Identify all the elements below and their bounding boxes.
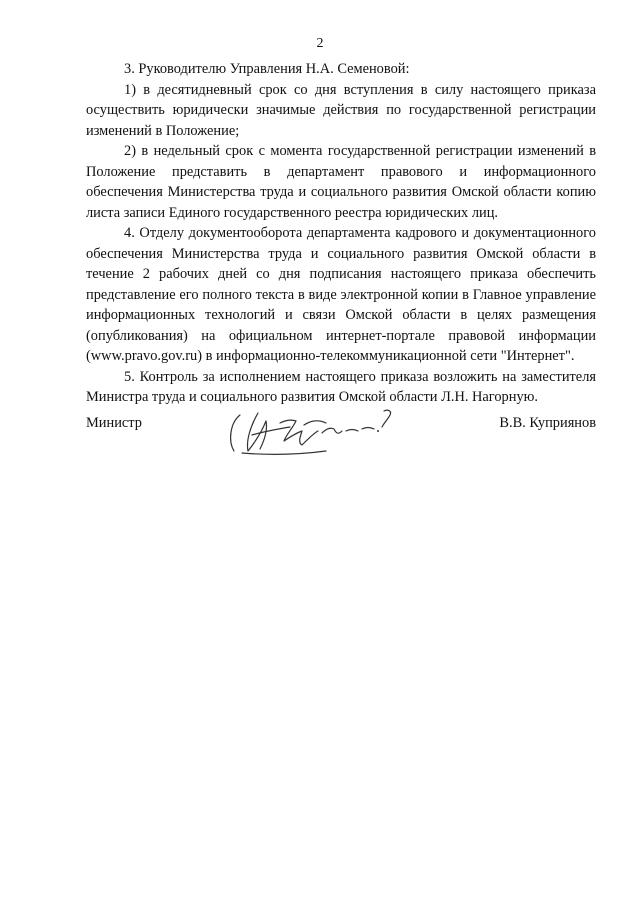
- signatory-name: В.В. Куприянов: [499, 415, 596, 431]
- paragraph-item-4: 4. Отделу документооборота департамента кадрового и документационного обеспечения Министерства труда и социального развития Омской области в течение 2 рабочих дней со дня подписания настоящего приказа обеспечить представление его полного текста в виде электронной копии в Главное управление информационных технологий и связи Омской области в целях размещения (опубликования) на официальном интернет-портале правовой информации (www.pravo.gov.ru) в информационно-телекоммуникационной сети "Интернет".: [86, 225, 596, 364]
- paragraph-sub-2: 2) в недельный срок с момента государственной регистрации изменений в Положение представить в департамент правового и информационного обеспечения Министерства труда и социального развития Омской области копию листа записи Единого государственного реестра юридических лиц.: [86, 143, 596, 221]
- handwritten-signature: [226, 401, 426, 461]
- signature-block: [86, 405, 596, 465]
- paragraph-item-3: 3. Руководителю Управления Н.А. Семеновой:: [124, 61, 410, 77]
- paragraph-sub-1: 1) в десятидневный срок со дня вступления в силу настоящего приказа осуществить юридически значимые действия по государственной регистрации изменений в Положение;: [86, 81, 596, 139]
- page-number: 2: [316, 36, 324, 51]
- paragraph-item-5: 5. Контроль за исполнением настоящего приказа возложить на заместителя Министра труда и социального развития Омской области Л.Н. Нагорную.: [86, 368, 596, 405]
- document-body: [86, 59, 596, 408]
- signatory-title: Министр: [86, 415, 142, 431]
